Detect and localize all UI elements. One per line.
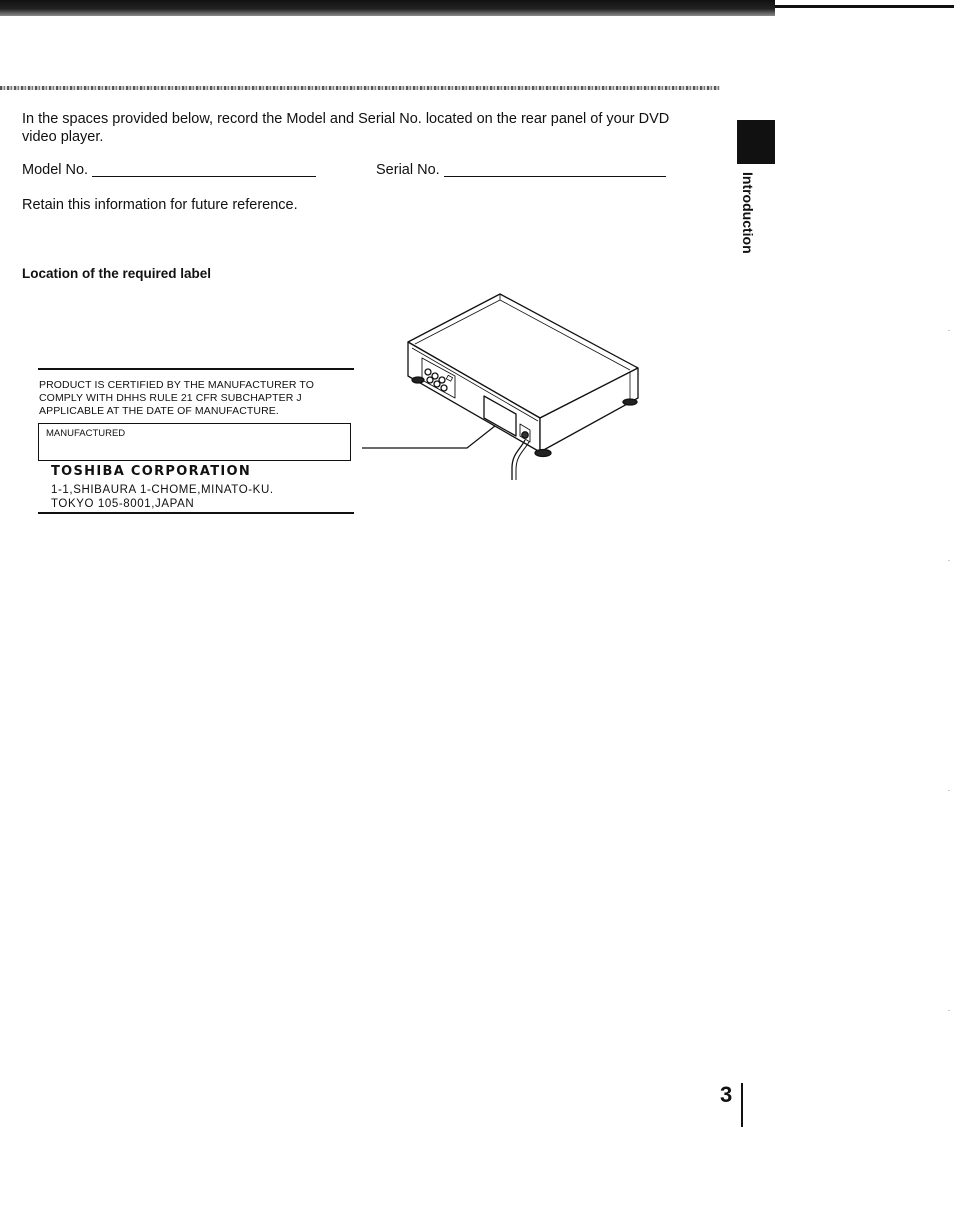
certification-label	[38, 368, 354, 514]
margin-mark	[948, 560, 950, 561]
company-address	[51, 484, 274, 511]
page-number: 3	[720, 1082, 733, 1107]
certification-line: PRODUCT IS CERTIFIED BY THE MANUFACTURER TO	[39, 379, 315, 391]
header-divider	[0, 86, 720, 90]
intro-paragraph: In the spaces provided below, record the Model and Serial No. located on the rear panel of your DVD video player.	[22, 111, 670, 145]
serial-number-label: Serial No.	[376, 162, 440, 178]
page-number-rule	[741, 1083, 743, 1127]
retain-note: Retain this information for future reference.	[22, 197, 298, 213]
certification-line: APPLICABLE AT THE DATE OF MANUFACTURE.	[39, 405, 279, 417]
address-line: 1-1,SHIBAURA 1-CHOME,MINATO-KU.	[51, 484, 274, 496]
dvd-player-rear-illustration	[360, 290, 660, 490]
company-name: TOSHIBA CORPORATION	[51, 464, 252, 479]
serial-number-field[interactable]	[444, 176, 666, 177]
manufactured-box	[38, 423, 351, 461]
margin-mark	[948, 330, 950, 331]
model-number-field[interactable]	[92, 176, 316, 177]
label-bottom-rule	[38, 512, 354, 514]
address-line: TOKYO 105-8001,JAPAN	[51, 497, 195, 510]
top-header-rule	[775, 5, 954, 8]
top-header-band	[0, 0, 775, 16]
certification-text	[39, 379, 349, 418]
margin-mark	[948, 790, 950, 791]
model-number-label: Model No.	[22, 162, 89, 178]
certification-line: COMPLY WITH DHHS RULE 21 CFR SUBCHAPTER J	[39, 392, 302, 404]
section-tab-label: Introduction	[740, 172, 756, 254]
label-top-rule	[38, 368, 354, 370]
manufactured-label: MANUFACTURED	[46, 428, 126, 439]
section-tab-marker	[737, 120, 775, 164]
margin-mark	[948, 1010, 950, 1011]
section-heading: Location of the required label	[22, 266, 212, 281]
